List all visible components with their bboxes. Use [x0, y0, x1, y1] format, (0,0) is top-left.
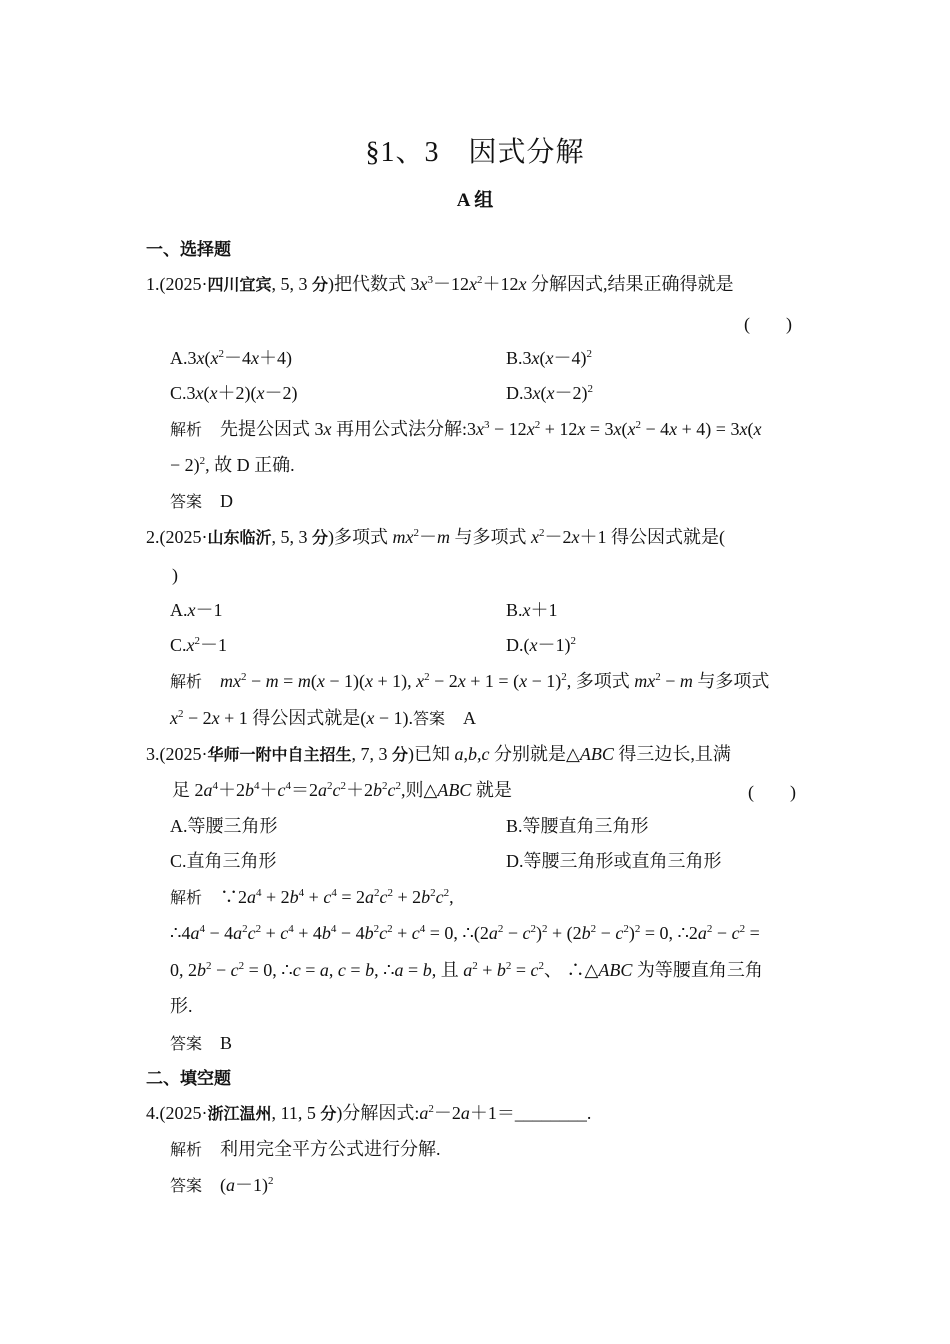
q1-answer-value: D — [220, 491, 234, 511]
q1-option-d: $D.3x(x-2)^2$ — [506, 383, 593, 403]
q3-answer-value: B — [220, 1033, 233, 1053]
q3-analysis-line4: 形. — [170, 996, 193, 1016]
q2-option-a: A.x－1 — [170, 600, 223, 620]
q2-answer-value: A — [462, 708, 476, 728]
q3-answer-paren: ( ) — [748, 782, 796, 802]
q2-analysis-line2: $x^2 - 2x + 1$ 得公因式就是(x − 1).答案 A — [170, 708, 476, 728]
question-1-stem: 1.(2025·四川宜宾, 5, 3 分)把代数式 $3x^3-12x^2+12x$ 分解因式,结果正确得就是 — [146, 274, 734, 294]
question-2-stem: 2.(2025·山东临沂, 5, 3 分)多项式 $mx^2-m$ 与多项式 $x^2-2x+1$ 得公因式就是( — [146, 527, 726, 547]
q4-source-place: 浙江温州 — [207, 1104, 272, 1123]
q1-stem-end: 分解因式,结果正确得就是 — [531, 274, 734, 294]
q2-option-d: $D.(x-1)^2$ — [506, 635, 576, 655]
q2-option-c: $C.x^2-1$ — [170, 635, 228, 655]
q3-analysis-line1: 解析 $\because 2a^4 + 2b^4 + c^4 = 2a^2c^2 + 2b^2c^2$, — [170, 887, 454, 907]
q3-option-d: D.等腰三角形或直角三角形 — [506, 851, 722, 871]
q1-source-year: 2025· — [165, 274, 208, 294]
q2-source-place: 山东临沂 — [207, 528, 272, 547]
q4-answer: 答案 $(a-1)^2$ — [170, 1175, 274, 1195]
q3-analysis-line3: 0, $2b^2 - c^2 = 0$, ∴c = a, c = b, ∴a = b, 且 $a^2 + b^2 = c^2$、 ∴△ABC 为等腰直角三角 — [170, 960, 763, 980]
q1-option-c: C.3x(x＋2)(x－2) — [170, 383, 298, 403]
question-3-stem-line1: 3.(2025·华师一附中自主招生, 7, 3 分)已知 a,b,c 分别就是△ABC 得三边长,且满 — [146, 744, 731, 764]
q1-source-rest: , 5, 3 — [271, 274, 308, 294]
section-heading-fill: 二、填空题 — [146, 1069, 231, 1089]
q1-source-fen: 分 — [312, 275, 329, 294]
q1-answer — [170, 489, 233, 514]
q1-answer-label: 答案 — [170, 492, 203, 511]
question-4-stem: 4.(2025·浙江温州, 11, 5 分)分解因式$:a^2-2a+1=\_\_\_\_\_\_\_\_$. — [146, 1103, 592, 1123]
q3-option-b: B.等腰直角三角形 — [506, 816, 649, 836]
q1-option-a: $A.3x(x^2-4x+4)$ — [170, 348, 292, 368]
q1-analysis-line2: − 2)$^2$, 故 D 正确. — [170, 455, 295, 475]
q2-analysis-line1: 解析 $mx^2 - m = m(x - 1)(x + 1)$, $x^2 - 2x + 1 = (x - 1)^2$, 多项式 $mx^2 - m$ 与多项式 — [170, 671, 770, 691]
q1-analysis-line1: 解析 先提公因式 3x 再用公式法分解$:3x^3 - 12x^2 + 12x = 3x(x^2 - 4x + 4) = 3x(x$ — [170, 419, 762, 439]
q2-stem-cont: ) — [172, 565, 178, 585]
q1-stem-start: )把代数式 3 — [328, 274, 420, 294]
q2-option-b: B.x＋1 — [506, 600, 558, 620]
q1-option-b: $B.3x(x-4)^2$ — [506, 348, 593, 368]
section-heading-choice: 一、选择题 — [146, 240, 231, 260]
q3-option-c: C.直角三角形 — [170, 851, 277, 871]
group-heading: A 组 — [456, 190, 494, 211]
q3-option-a: A.等腰三角形 — [170, 816, 278, 836]
q3-answer: 答案 B — [170, 1033, 233, 1053]
question-3-stem-line2: 足 $2a^4+2b^4+c^4=2a^2c^2+2b^2c^2$,则△ABC 就是 — [172, 780, 512, 800]
q3-source-place: 华师一附中自主招生 — [207, 745, 352, 764]
q1-source-place: 四川宜宾 — [207, 275, 272, 294]
q3-analysis-line2: $\therefore 4a^4 - 4a^2c^2 + c^4 + 4b^4 - 4b^2c^2 + c^4 = 0$, $\therefore(2a^2 - c^2)^2 + (2b^2 - c^2)^2 = 0$, $\therefore 2a^2 - c^2$ = — [170, 923, 760, 943]
page-title: §1、3 因式分解 — [365, 137, 585, 168]
q4-analysis-text: 利用完全平方公式进行分解. — [220, 1139, 441, 1159]
q1-analysis-label: 解析 — [170, 420, 203, 439]
q1-answer-paren: ( ) — [744, 314, 792, 334]
q4-analysis: 解析 利用完全平方公式进行分解. — [170, 1139, 441, 1159]
q1-number: 1.( — [146, 274, 166, 294]
